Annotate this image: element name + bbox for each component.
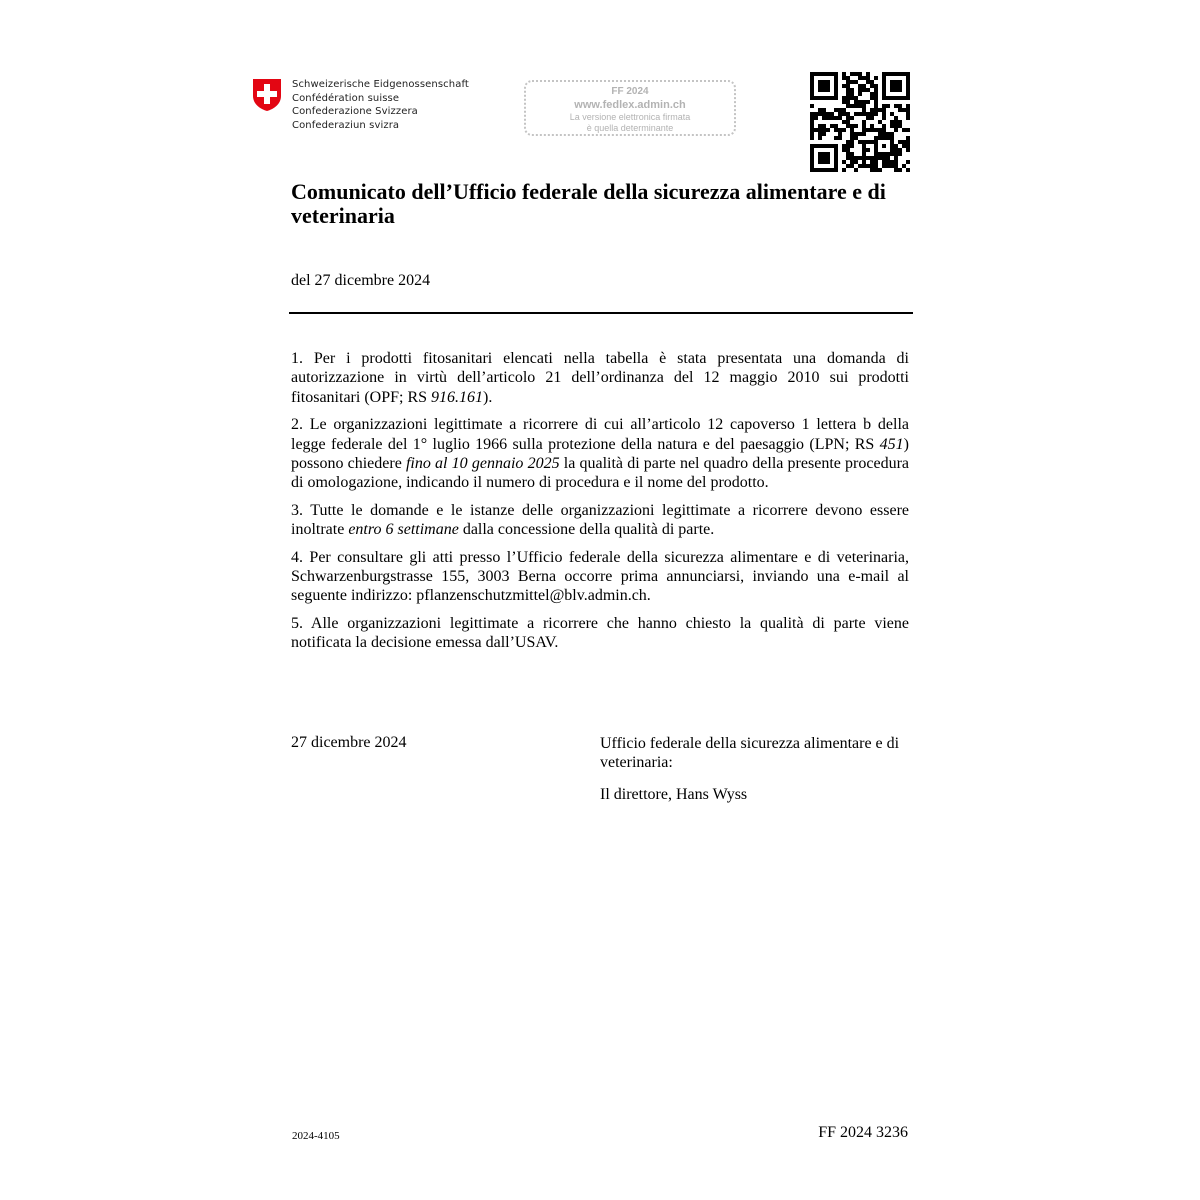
footer-document-number: 2024-4105: [292, 1130, 340, 1142]
confederation-name-fr: Confédération suisse: [292, 92, 400, 104]
qr-code-graphic: [810, 72, 910, 172]
signature-name: Il direttore, Hans Wyss: [600, 786, 748, 803]
paragraph-2-text: 2. Le organizzazioni legittimate a ricorrere di cui all’articolo 12 capoverso 1 lettera b della legge federale del 1° luglio 1966 sulla protezione della natura e del paesaggio (LPN; RS: [291, 416, 909, 453]
paragraph-5-text: 5. Alle organizzazioni legittimate a ricorrere che hanno chiesto la qualità di parte viene notificata la decisione emessa dall’USAV.: [291, 614, 909, 652]
paragraph-2-deadline: fino al 10 gennaio 2025: [405, 455, 560, 473]
title-divider: [289, 312, 913, 314]
paragraph-2: [291, 415, 909, 493]
paragraph-3-text: 3. Tutte le domande e le istanze delle organizzazioni legittimate a ricorrere devono essere inoltrate: [291, 501, 909, 539]
paragraph-4-text: 4. Per consultare gli atti presso l’Ufficio federale della sicurezza alimentare e di veterinaria, Schwarzenburgstrasse 155, 3003 Berna occorre prima annunciarsi, inviando una e-mail al seguente indirizzo: pflanzenschutzmittel@blv.admin.ch.: [291, 548, 909, 605]
confederation-name-rm: Confederaziun svizra: [292, 119, 400, 131]
document-date: del 27 dicembre 2024: [291, 272, 431, 289]
paragraph-3-text-end: dalla concessione della qualità di parte.: [458, 521, 715, 539]
stamp-ff-number: FF 2024: [611, 86, 649, 97]
confederation-name-de: Schweizerische Eidgenossenschaft: [292, 79, 469, 90]
stamp-note-1: La versione elettronica firmata: [569, 112, 691, 122]
paragraph-2-text-mid: ) possono chiedere: [291, 435, 909, 473]
document-title: Comunicato dell’Ufficio federale della sicurezza alimentare e di veterinaria: [291, 179, 886, 228]
footer-ff-reference: FF 2024 3236: [818, 1124, 908, 1141]
paragraph-1-text-end: ).: [483, 388, 493, 406]
confederation-name-it: Confederazione Svizzera: [292, 106, 418, 117]
stamp-url: www.fedlex.admin.ch: [574, 99, 686, 111]
paragraph-5: [291, 614, 909, 653]
paragraph-4: [291, 548, 909, 606]
document-body: [291, 349, 909, 661]
paragraph-1: [291, 349, 909, 407]
paragraph-3: [291, 501, 909, 540]
paragraph-2-text-end: la qualità di parte nel quadro della presente procedura di omologazione, indicando il numero di procedura e il nome del prodotto.: [291, 455, 909, 492]
swiss-shield-icon: [252, 78, 282, 112]
stamp-note-2: è quella determinante: [586, 123, 674, 133]
qr-code-icon: [810, 72, 910, 172]
signature-date: 27 dicembre 2024: [291, 734, 407, 751]
signature-office: Ufficio federale della sicurezza alimentare e di veterinaria:: [600, 735, 900, 772]
confederation-logo: [252, 78, 469, 132]
confederation-names: [292, 78, 469, 132]
paragraph-2-rs-reference: 451: [879, 435, 904, 453]
paragraph-3-deadline: entro 6 settimane: [348, 521, 459, 539]
paragraph-1-text: 1. Per i prodotti fitosanitari elencati nella tabella è stata presentata una domanda di autorizzazione in virtù dell’articolo 21 dell’ordinanza del 12 maggio 2010 sui prodotti fitosanitari (OPF; RS: [291, 350, 909, 406]
electronic-version-stamp: [524, 80, 736, 136]
paragraph-1-rs-reference: 916.161: [431, 388, 484, 406]
